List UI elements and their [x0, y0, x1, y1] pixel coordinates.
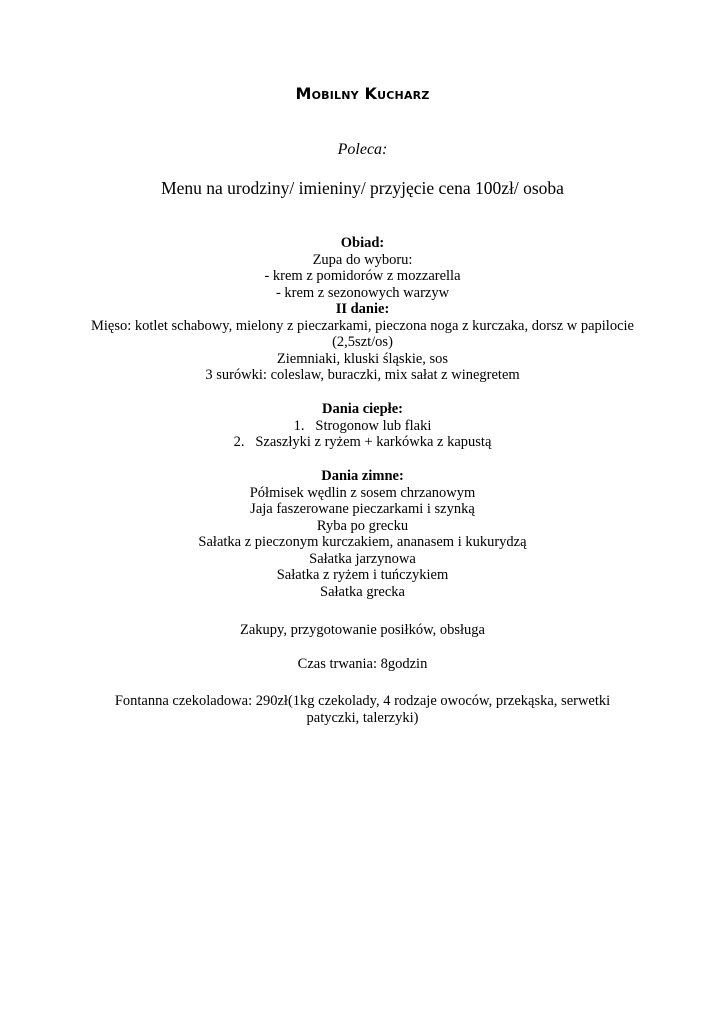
services-note [0, 622, 725, 639]
dania-zimne-line: Sałatka z ryżem i tuńczykiem [276, 567, 449, 583]
item-number: 1. [293, 417, 305, 434]
item-number: 2. [233, 434, 245, 450]
zakupy-line: Zakupy, przygotowanie posiłków, obsługa [240, 622, 485, 638]
dania-zimne-line: Ryba po grecku [316, 517, 409, 534]
duration-note [0, 656, 725, 673]
fontanna-note [0, 693, 725, 726]
drugie-danie-heading: II danie: [335, 301, 390, 317]
dania-cieple-section [0, 401, 725, 451]
dania-zimne-section [0, 468, 725, 600]
obiad-line: - krem z pomidorów z mozzarella [264, 268, 461, 284]
dania-zimne-line: Sałatka jarzynowa [309, 550, 416, 567]
fontanna-line: Fontanna czekoladowa: 290zł(1kg czekolady, 4 rodzaje owoców, przekąska, serwetki [114, 693, 611, 709]
obiad-section [0, 235, 725, 384]
drugie-danie-line: Ziemniaki, kluski śląskie, sos [276, 350, 449, 367]
menu-headline: Menu na urodziny/ imieniny/ przyjęcie cena 100zł/ osoba [161, 178, 564, 198]
drugie-danie-line: 3 surówki: coleslaw, buraczki, mix sałat z winegretem [205, 367, 520, 383]
obiad-line: - krem z sezonowych warzyw [275, 284, 450, 301]
recommends-label: Poleca: [337, 141, 388, 158]
drugie-danie-line: (2,5szt/os) [332, 334, 393, 350]
czas-line: Czas trwania: 8godzin [297, 656, 428, 672]
dania-cieple-item [0, 434, 725, 451]
obiad-line: Zupa do wyboru: [312, 251, 413, 268]
company-title: Mobilny Kucharz [295, 84, 430, 103]
item-text: Strogonow lub flaki [315, 417, 432, 434]
dania-cieple-heading: Dania ciepłe: [322, 401, 403, 417]
dania-zimne-line: Półmisek wędlin z sosem chrzanowym [249, 484, 476, 501]
obiad-heading: Obiad: [340, 235, 385, 251]
drugie-danie-line: Mięso: kotlet schabowy, mielony z pieczarkami, pieczona noga z kurczaka, dorsz w papilocie [90, 317, 634, 334]
dania-zimne-heading: Dania zimne: [321, 468, 404, 484]
fontanna-line: patyczki, talerzyki) [306, 709, 419, 726]
dania-zimne-line: Sałatka grecka [320, 583, 405, 600]
dania-cieple-item [0, 418, 725, 435]
item-text: Szaszłyki z ryżem + karkówka z kapustą [255, 434, 492, 450]
dania-zimne-line: Jaja faszerowane pieczarkami i szynką [250, 501, 475, 517]
dania-zimne-line: Sałatka z pieczonym kurczakiem, ananasem i kukurydzą [198, 534, 527, 550]
